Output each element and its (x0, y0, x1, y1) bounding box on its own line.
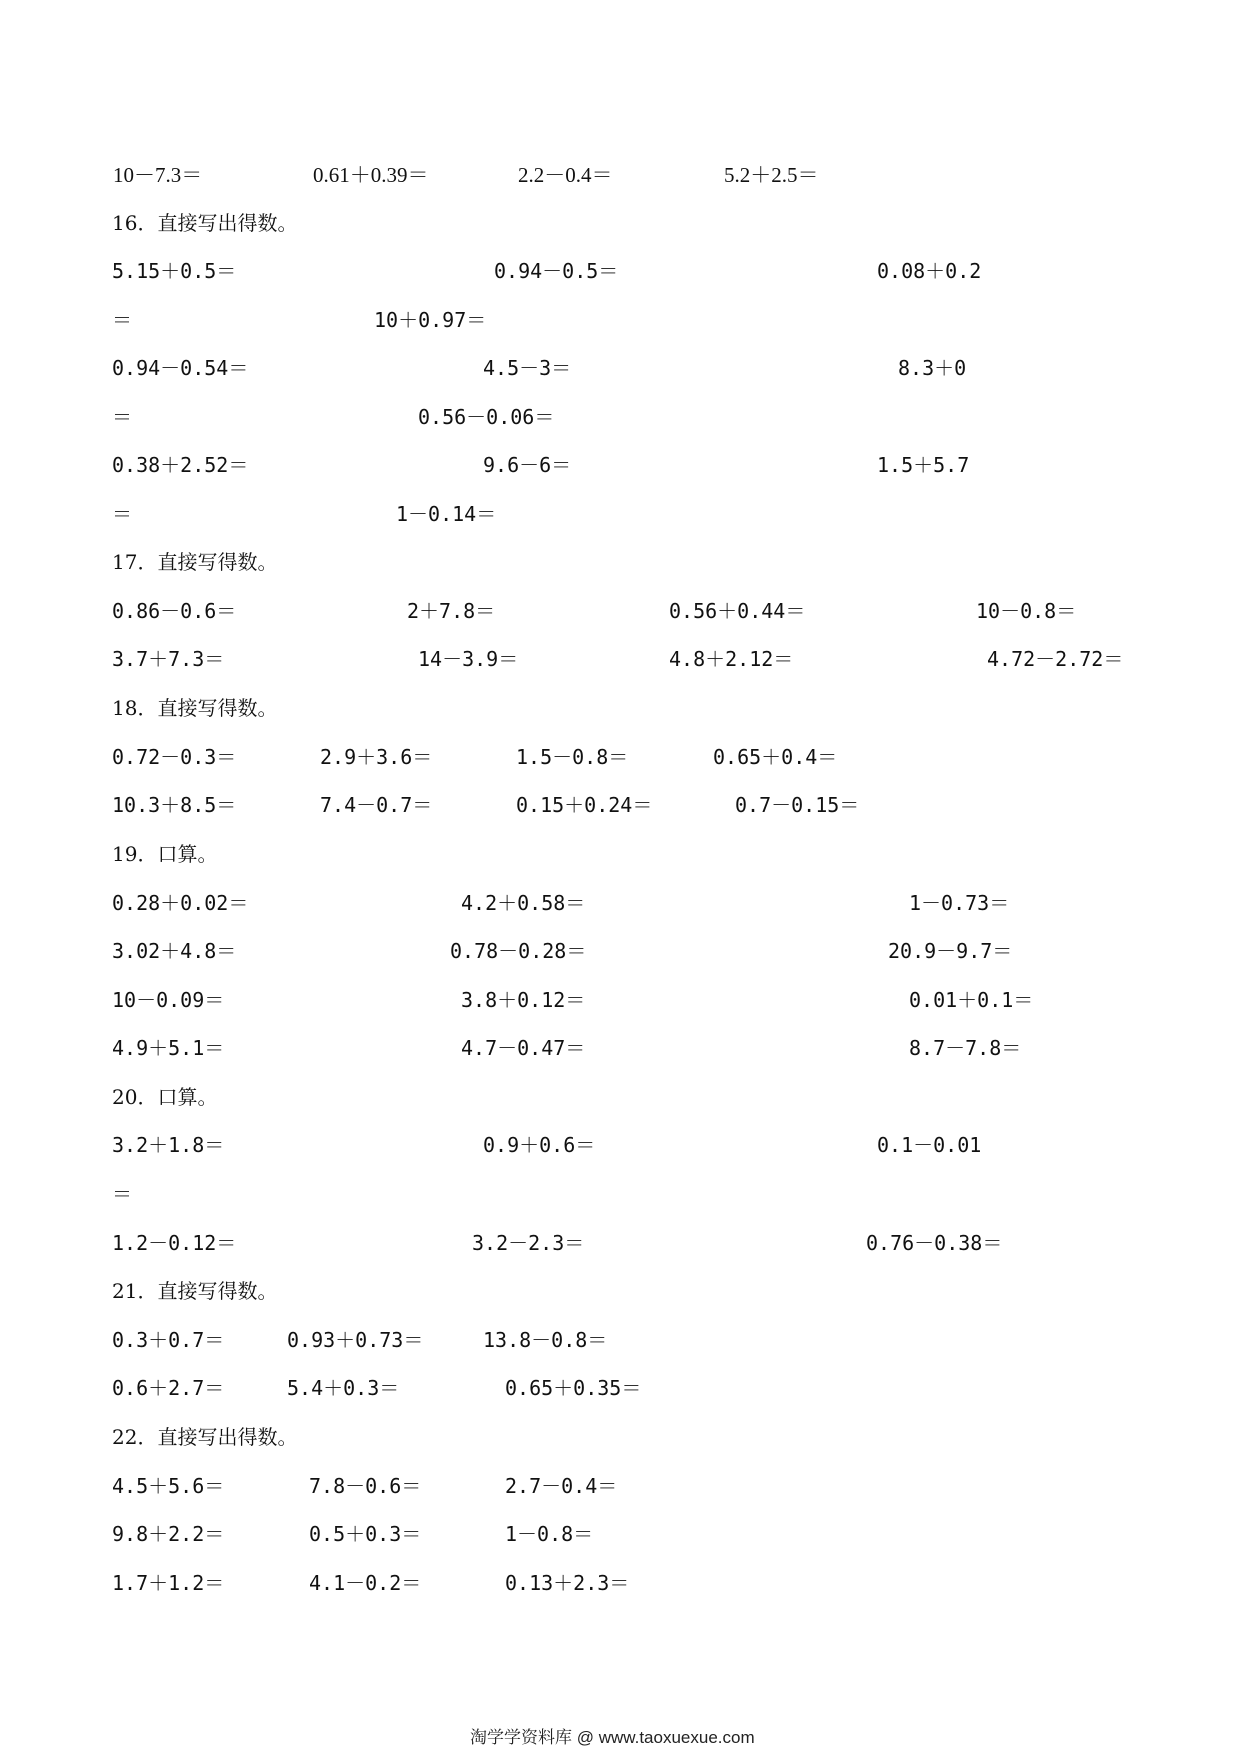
question-heading: 20．口算。 (112, 1085, 218, 1109)
expression: 10－7.3＝ (113, 163, 203, 187)
expression: 0.78－0.28＝ (450, 939, 587, 963)
expression: 1－0.14＝ (396, 502, 497, 526)
expression: 0.56－0.06＝ (418, 405, 555, 429)
expression: 0.61＋0.39＝ (313, 163, 429, 187)
expression: 4.2＋0.58＝ (461, 891, 586, 915)
expression: 1.2－0.12＝ (112, 1231, 237, 1255)
expression: 0.15＋0.24＝ (516, 793, 653, 817)
expression: 2.7－0.4＝ (505, 1474, 618, 1498)
expression: 0.6＋2.7＝ (112, 1376, 225, 1400)
expression: 5.2＋2.5＝ (724, 163, 819, 187)
expression: 4.7－0.47＝ (461, 1036, 586, 1060)
expression: ＝ (112, 405, 132, 429)
expression: 3.02＋4.8＝ (112, 939, 237, 963)
question-heading: 17．直接写得数。 (112, 550, 278, 574)
expression: 1.5－0.8＝ (516, 745, 629, 769)
expression: 1－0.73＝ (909, 891, 1010, 915)
question-heading: 18．直接写得数。 (112, 696, 278, 720)
expression: 5.15＋0.5＝ (112, 259, 237, 283)
expression: 7.4－0.7＝ (320, 793, 433, 817)
expression: 3.2＋1.8＝ (112, 1133, 225, 1157)
expression: 1－0.8＝ (505, 1522, 594, 1546)
expression: 0.08＋0.2 (877, 259, 982, 283)
expression: 10＋0.97＝ (374, 308, 487, 332)
expression: 0.76－0.38＝ (866, 1231, 1003, 1255)
expression: 8.3＋0 (898, 356, 967, 380)
expression: 0.7－0.15＝ (735, 793, 860, 817)
expression: ＝ (112, 1182, 132, 1206)
expression: 0.13＋2.3＝ (505, 1571, 630, 1595)
expression: 4.8＋2.12＝ (669, 647, 794, 671)
expression: 2.9＋3.6＝ (320, 745, 433, 769)
expression: 7.8－0.6＝ (309, 1474, 422, 1498)
expression: ＝ (112, 502, 132, 526)
expression: 1.5＋5.7 (877, 453, 970, 477)
expression: 0.1－0.01 (877, 1133, 982, 1157)
expression: 0.72－0.3＝ (112, 745, 237, 769)
expression: 4.9＋5.1＝ (112, 1036, 225, 1060)
expression: 0.93＋0.73＝ (287, 1328, 424, 1352)
expression: 3.7＋7.3＝ (112, 647, 225, 671)
expression: 20.9－9.7＝ (888, 939, 1013, 963)
expression: 0.3＋0.7＝ (112, 1328, 225, 1352)
expression: 10－0.8＝ (976, 599, 1077, 623)
question-heading: 19．口算。 (112, 842, 218, 866)
expression: 0.94－0.54＝ (112, 356, 249, 380)
expression: 3.8＋0.12＝ (461, 988, 586, 1012)
expression: 10－0.09＝ (112, 988, 225, 1012)
expression: 4.72－2.72＝ (987, 647, 1124, 671)
expression: 13.8－0.8＝ (483, 1328, 608, 1352)
expression: ＝ (112, 308, 132, 332)
expression: 2＋7.8＝ (407, 599, 496, 623)
expression: 0.5＋0.3＝ (309, 1522, 422, 1546)
expression: 2.2－0.4＝ (518, 163, 613, 187)
expression: 9.8＋2.2＝ (112, 1522, 225, 1546)
footer-watermark: 淘学学资料库 @ www.taoxuexue.com (470, 1728, 755, 1747)
expression: 14－3.9＝ (418, 647, 519, 671)
expression: 4.5－3＝ (483, 356, 572, 380)
expression: 0.38＋2.52＝ (112, 453, 249, 477)
expression: 0.28＋0.02＝ (112, 891, 249, 915)
expression: 0.86－0.6＝ (112, 599, 237, 623)
expression: 0.94－0.5＝ (494, 259, 619, 283)
expression: 0.9＋0.6＝ (483, 1133, 596, 1157)
expression: 10.3＋8.5＝ (112, 793, 237, 817)
expression: 0.65＋0.4＝ (713, 745, 838, 769)
expression: 0.56＋0.44＝ (669, 599, 806, 623)
expression: 9.6－6＝ (483, 453, 572, 477)
question-heading: 22．直接写出得数。 (112, 1425, 298, 1449)
expression: 3.2－2.3＝ (472, 1231, 585, 1255)
expression: 0.65＋0.35＝ (505, 1376, 642, 1400)
expression: 8.7－7.8＝ (909, 1036, 1022, 1060)
expression: 4.5＋5.6＝ (112, 1474, 225, 1498)
expression: 5.4＋0.3＝ (287, 1376, 400, 1400)
expression: 0.01＋0.1＝ (909, 988, 1034, 1012)
question-heading: 16．直接写出得数。 (112, 211, 298, 235)
question-heading: 21．直接写得数。 (112, 1279, 278, 1303)
expression: 4.1－0.2＝ (309, 1571, 422, 1595)
expression: 1.7＋1.2＝ (112, 1571, 225, 1595)
